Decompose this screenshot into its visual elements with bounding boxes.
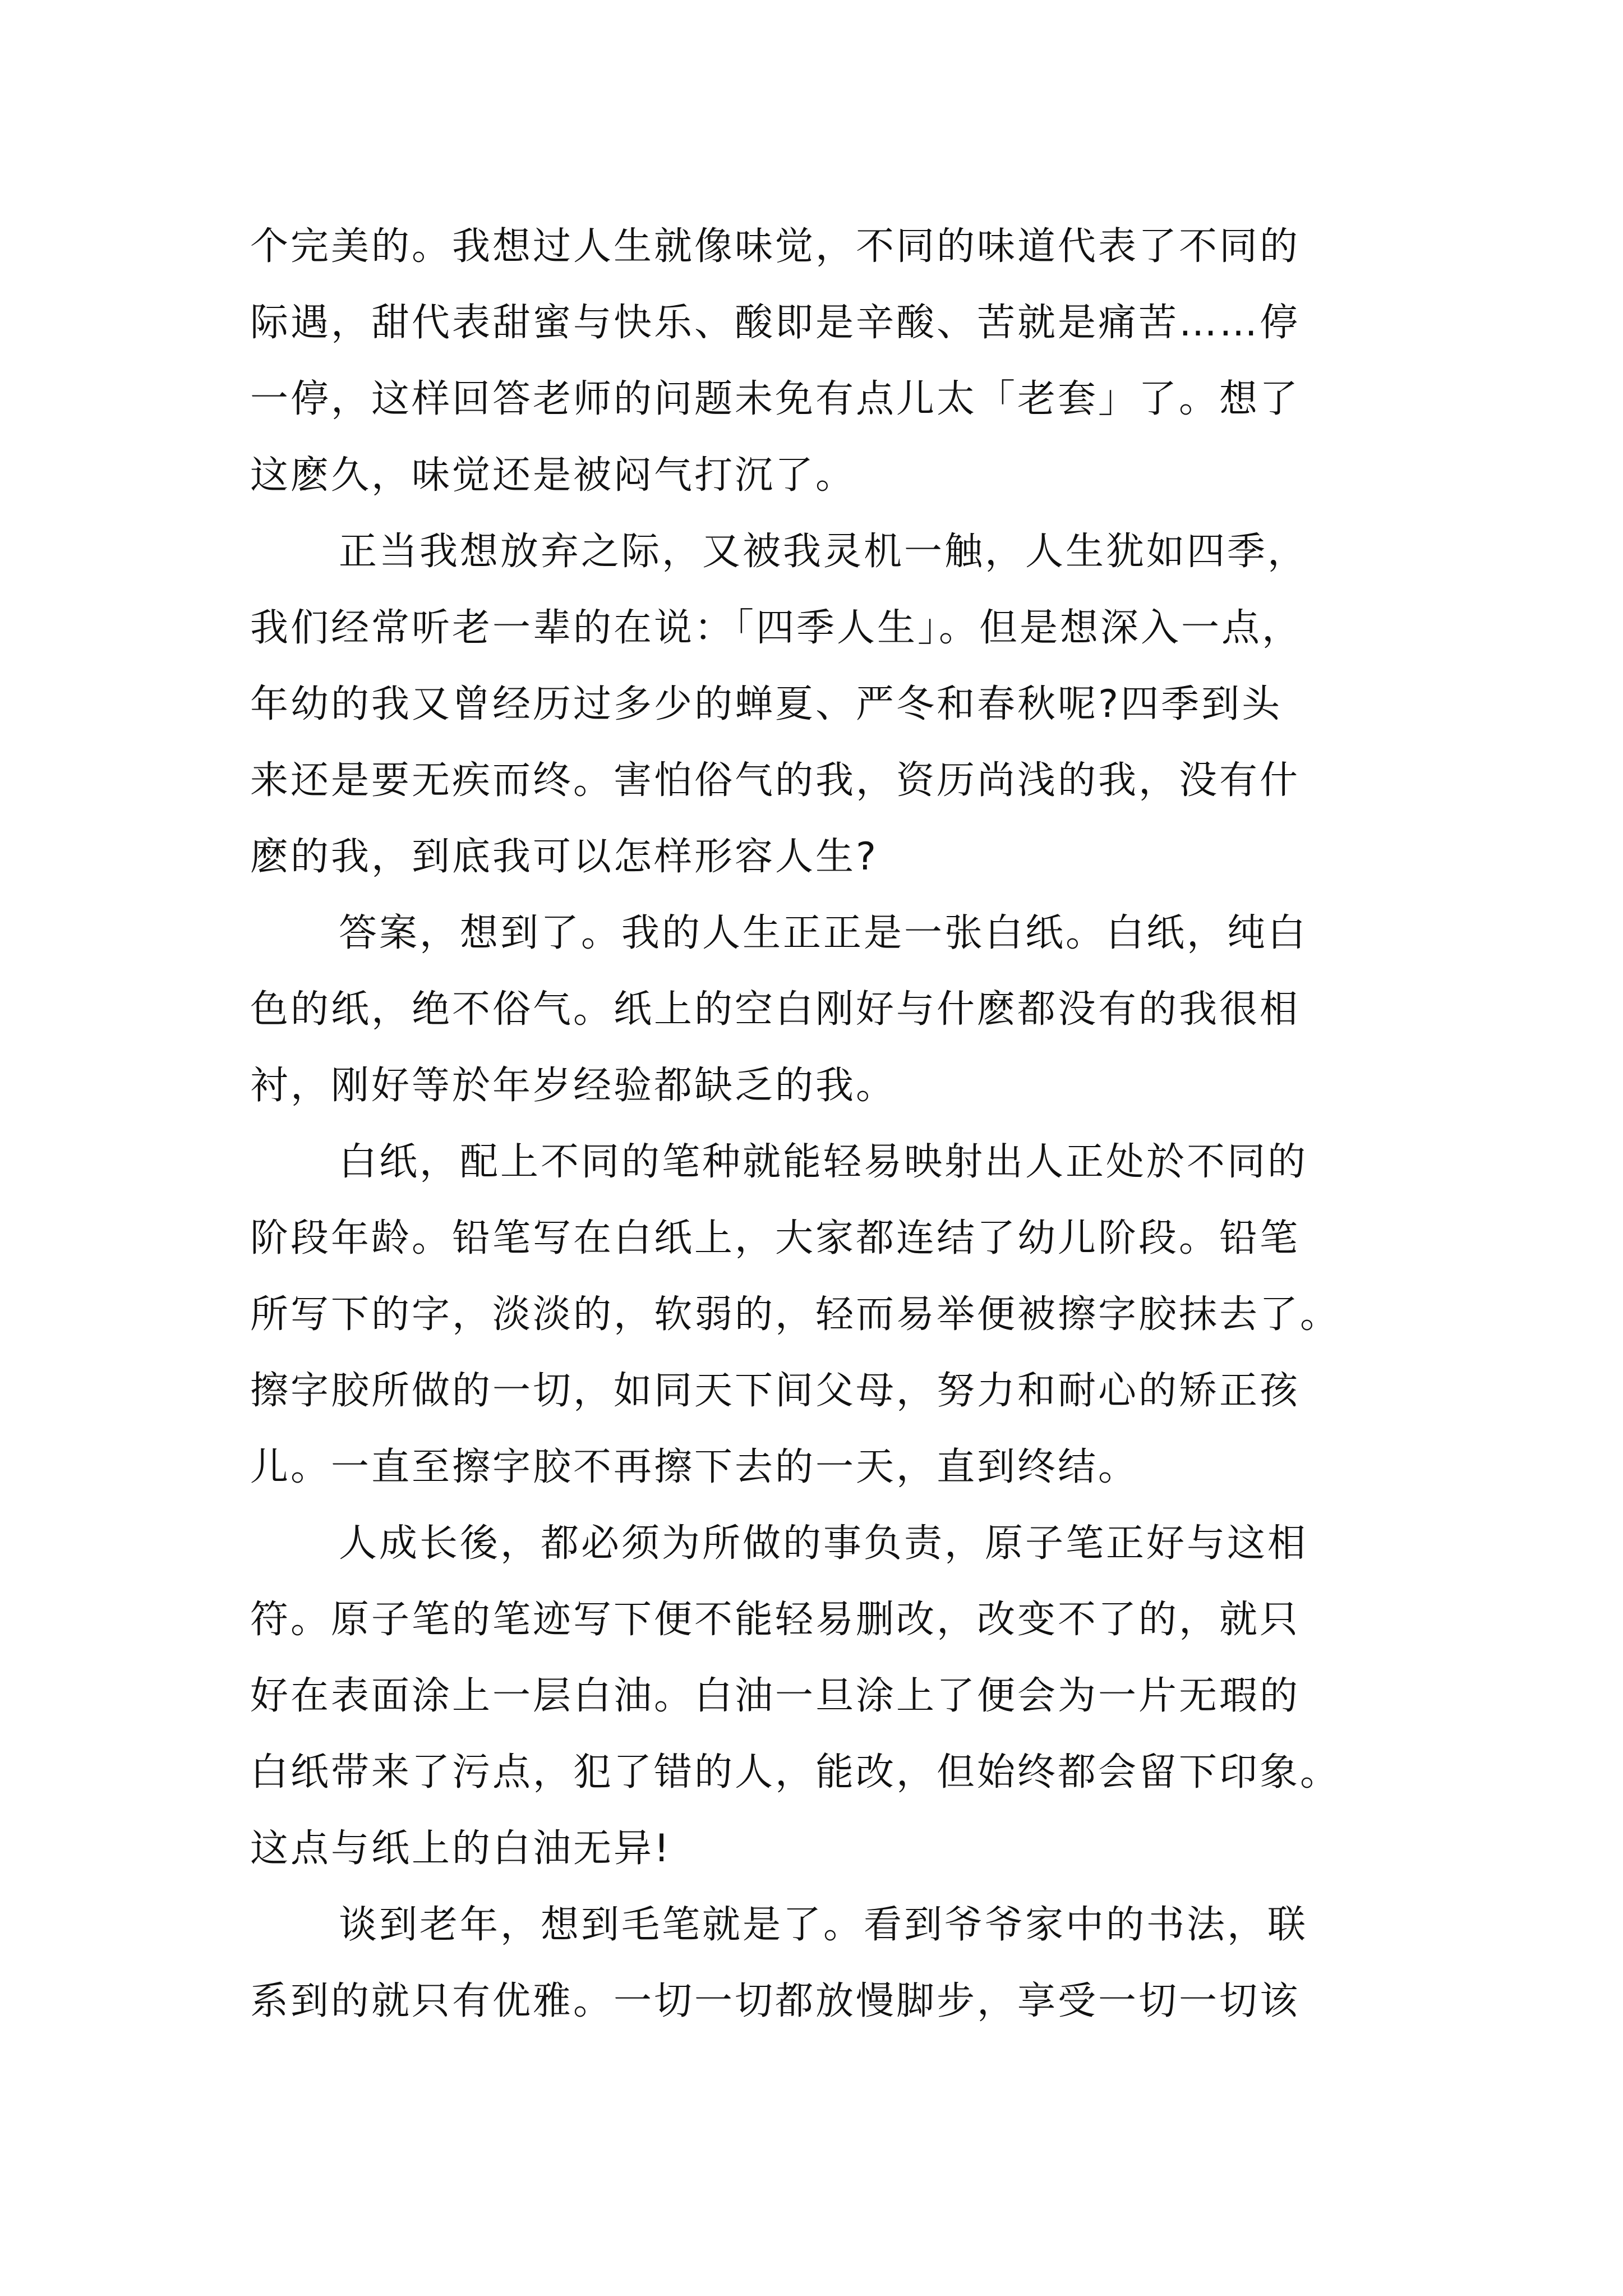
text-line: 年幼的我又曾经历过多少的蝉夏、严冬和春秋呢?四季到头 xyxy=(250,682,1283,726)
text-line: 衬，刚好等於年岁经验都缺乏的我。 xyxy=(250,1064,897,1108)
text-line: 正当我想放弃之际，又被我灵机一触，人生犹如四季， xyxy=(339,530,1308,574)
text-line: 系到的就只有优雅。一切一切都放慢脚步，享受一切一切该 xyxy=(250,1979,1301,2023)
paragraph-5 xyxy=(250,1506,1389,1887)
paragraph-3 xyxy=(250,895,1389,1124)
text-line: 白纸带来了污点，犯了错的人，能改，但始终都会留下印象。 xyxy=(250,1750,1341,1795)
text-line: 际遇，甜代表甜蜜与快乐、酸即是辛酸、苦就是痛苦……停 xyxy=(250,301,1301,345)
paragraph-6 xyxy=(250,1887,1389,2040)
text-line: 儿。一直至擦字胶不再擦下去的一天，直到终结。 xyxy=(250,1445,1139,1489)
text-line: 谈到老年，想到毛笔就是了。看到爷爷家中的书法，联 xyxy=(339,1903,1308,1947)
text-line: 人成长後，都必须为所做的事负责，原子笔正好与这相 xyxy=(339,1521,1308,1566)
text-line: 麽的我，到底我可以怎样形容人生? xyxy=(250,835,879,879)
paragraph-4 xyxy=(250,1124,1389,1506)
text-line: 来还是要无疾而终。害怕俗气的我，资历尚浅的我，没有什 xyxy=(250,758,1301,803)
text-line: 符。原子笔的笔迹写下便不能轻易删改，改变不了的，就只 xyxy=(250,1598,1301,1642)
text-line: 阶段年龄。铅笔写在白纸上，大家都连结了幼儿阶段。铅笔 xyxy=(250,1216,1301,1260)
text-line: 这点与纸上的白油无异! xyxy=(250,1826,672,1871)
text-line: 答案，想到了。我的人生正正是一张白纸。白纸，纯白 xyxy=(339,911,1308,955)
text-line: 我们经常听老一辈的在说：「四季人生」。但是想深入一点， xyxy=(250,606,1303,650)
text-line: 好在表面涂上一层白油。白油一旦涂上了便会为一片无瑕的 xyxy=(250,1674,1301,1718)
paragraph-1 xyxy=(250,209,1389,514)
essay-body xyxy=(250,209,1389,2040)
text-line: 擦字胶所做的一切，如同天下间父母，努力和耐心的矫正孩 xyxy=(250,1369,1301,1413)
text-line: 个完美的。我想过人生就像味觉，不同的味道代表了不同的 xyxy=(250,224,1301,269)
text-line: 色的纸，绝不俗气。纸上的空白刚好与什麽都没有的我很相 xyxy=(250,987,1301,1032)
text-line: 白纸，配上不同的笔种就能轻易映射出人正处於不同的 xyxy=(339,1140,1308,1184)
text-line: 一停，这样回答老师的问题未免有点儿太「老套」了。想了 xyxy=(250,377,1301,421)
text-line: 这麽久，味觉还是被闷气打沉了。 xyxy=(250,453,856,498)
text-line: 所写下的字，淡淡的，软弱的，轻而易举便被擦字胶抹去了。 xyxy=(250,1292,1341,1337)
paragraph-2 xyxy=(250,514,1389,895)
